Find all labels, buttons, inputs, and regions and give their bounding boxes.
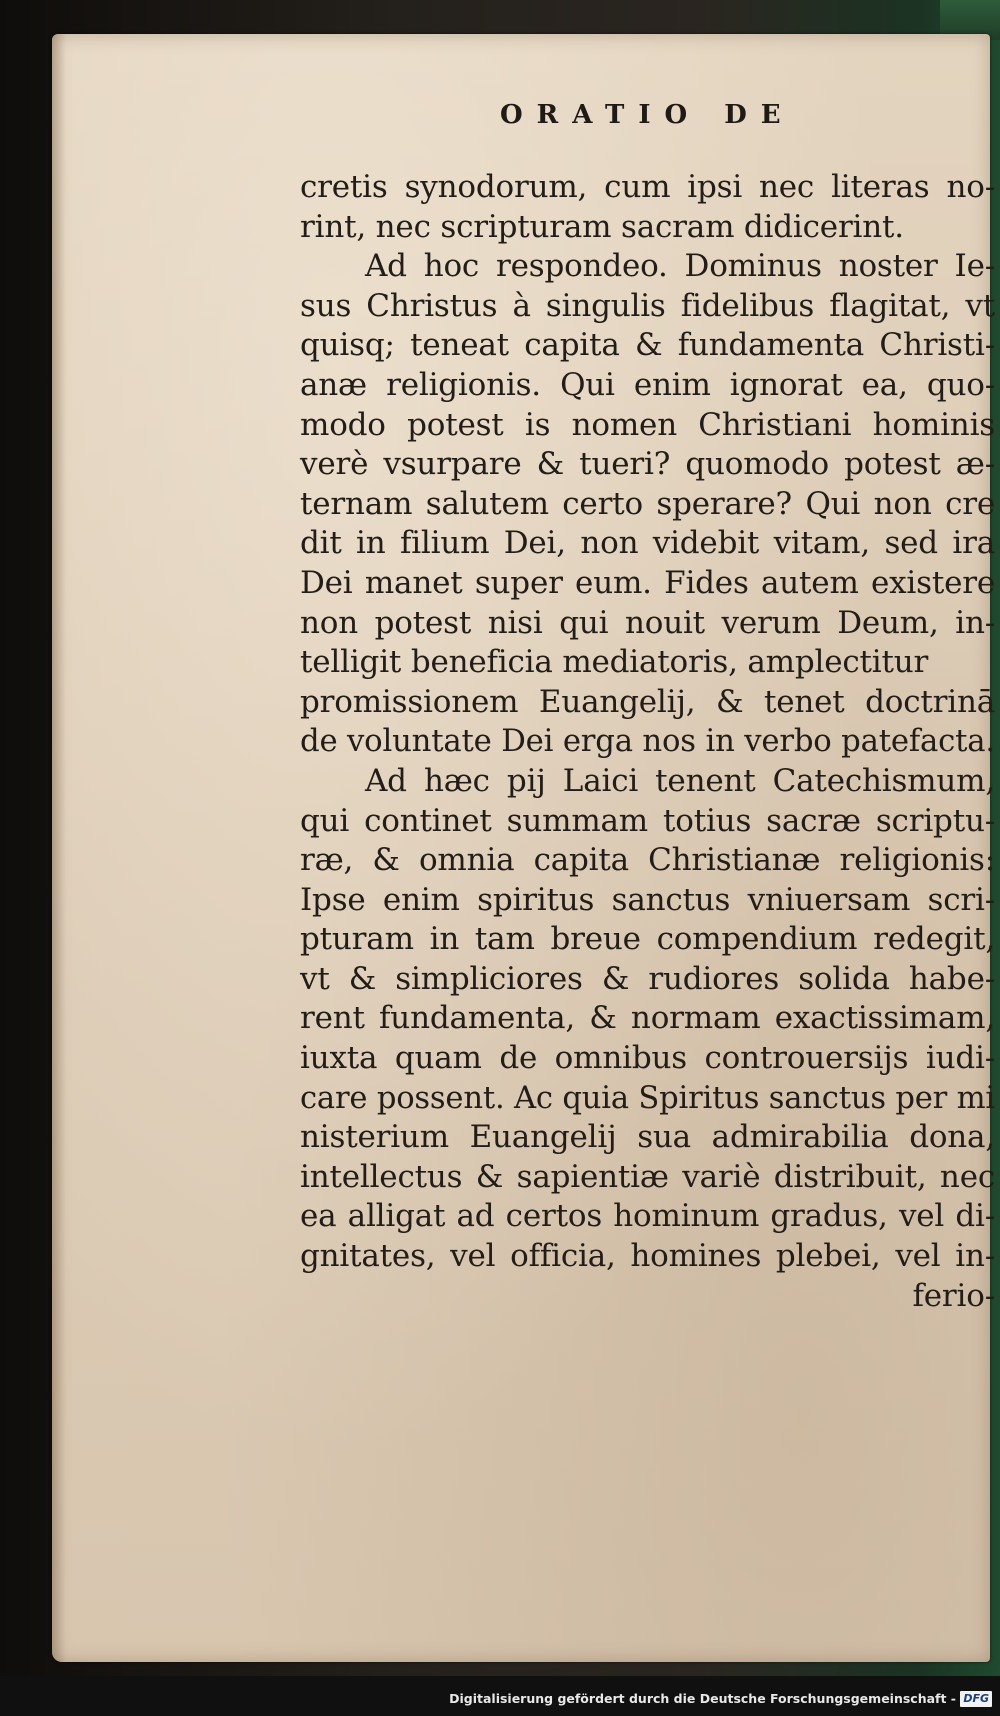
text-line: promissionem Euangelij, & tenet doctrinā <box>300 683 995 720</box>
text-line: Ipse enim spiritus sanctus vniuersam scri- <box>300 881 995 918</box>
text-line: iuxta quam de omnibus controuersijs iudi- <box>300 1040 995 1077</box>
text-line: rint, nec scripturam sacram didicerint. <box>300 208 904 245</box>
text-line: verè vsurpare & tueri? quomodo potest æ- <box>300 446 995 483</box>
text-line: care possent. Ac quia Spiritus sanctus per mi <box>300 1079 995 1116</box>
text-line: Ad hoc respondeo. Dominus noster Ie- <box>365 248 995 285</box>
text-line: dit in filium Dei, non videbit vitam, sed ira <box>300 525 995 562</box>
text-line: vt & simpliciores & rudiores solida habe- <box>300 960 995 997</box>
text-line: ea alligat ad certos hominum gradus, vel di- <box>300 1198 995 1235</box>
text-line: cretis synodorum, cum ipsi nec literas no- <box>300 169 995 205</box>
text-line: nisterium Euangelij sua admirabilia dona, <box>300 1119 995 1156</box>
text-line: de voluntate Dei erga nos in verbo patefacta. <box>300 723 995 760</box>
text-line: pturam in tam breue compendium redegit, <box>300 921 995 958</box>
text-line: gnitates, vel officia, homines plebei, vel in- <box>300 1238 995 1275</box>
text-line: qui continet summam totius sacræ scriptu- <box>300 802 995 839</box>
body-text <box>300 168 995 1316</box>
text-line: sus Christus à singulis fidelibus flagitat, vt <box>300 287 995 324</box>
text-line: ternam salutem certo sperare? Qui non cre <box>300 485 995 522</box>
text-line: rent fundamenta, & normam exactissimam, <box>300 1000 995 1037</box>
text-line: Ad hæc pij Laici tenent Catechismum, <box>365 762 995 799</box>
text-line: Dei manet super eum. Fides autem existere <box>300 564 995 601</box>
dfg-logo: DFG <box>960 1691 992 1707</box>
text-line: quisq; teneat capita & fundamenta Christi- <box>300 327 995 364</box>
text-line: non potest nisi qui nouit verum Deum, in- <box>300 604 995 641</box>
text-line: modo potest is nomen Christiani hominis <box>300 406 995 443</box>
page-edge-shadow <box>52 34 66 1662</box>
text-line: ferio- <box>912 1277 995 1314</box>
text-line: ræ, & omnia capita Christianæ religionis: <box>300 842 995 879</box>
text-line: anæ religionis. Qui enim ignorat ea, quo- <box>300 366 995 403</box>
funding-note: Digitalisierung gefördert durch die Deutsche Forschungsgemeinschaft - <box>449 1691 956 1706</box>
text-line: intellectus & sapientiæ variè distribuit, nec <box>300 1158 995 1195</box>
running-head: ORATIO DE <box>500 100 795 130</box>
text-line: telligit beneficia mediatoris, amplectitur <box>300 644 929 681</box>
